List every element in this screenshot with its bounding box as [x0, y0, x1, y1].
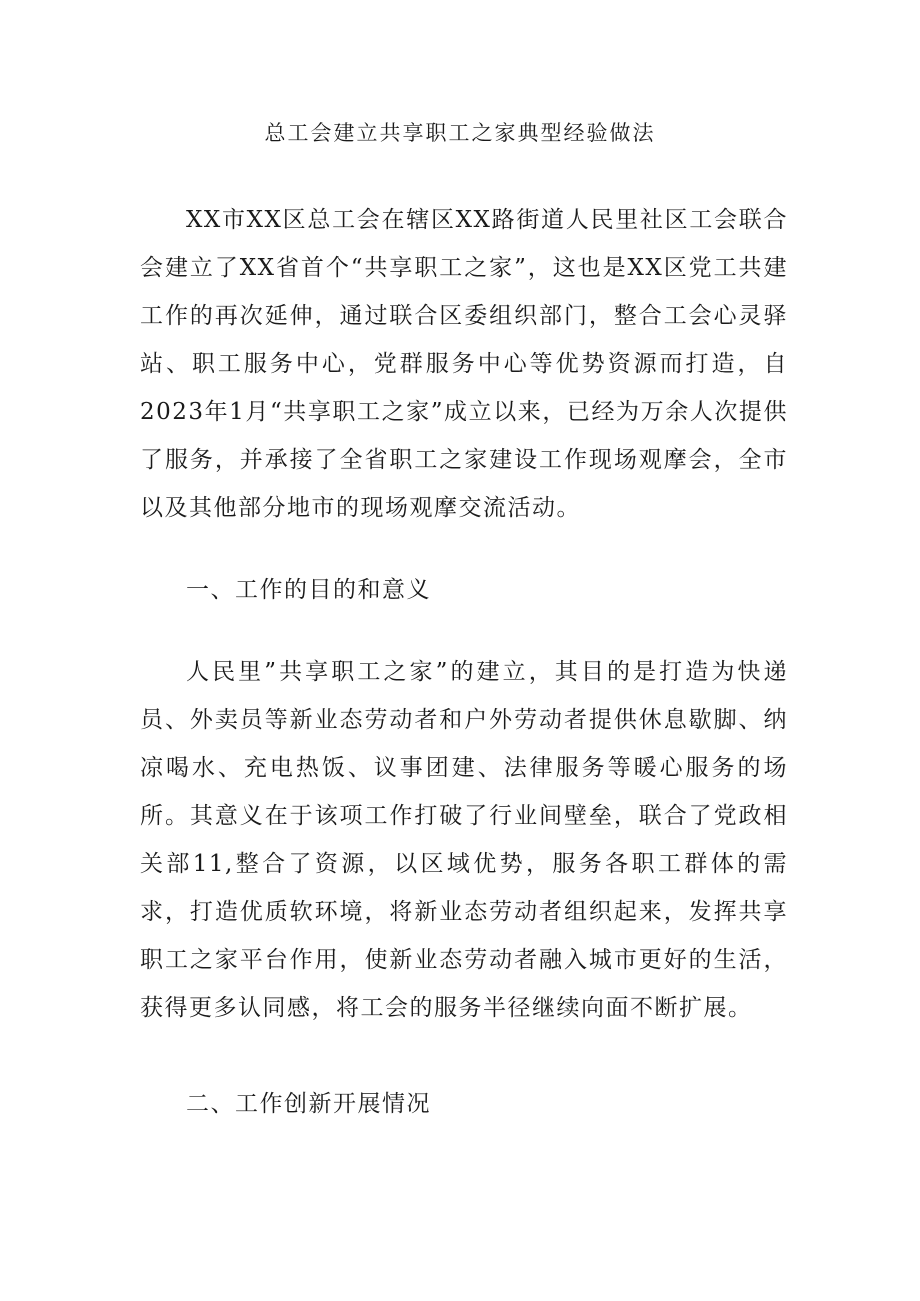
intro-paragraph: XX市XX区总工会在辖区XX路街道人民里社区工会联合会建立了XX省首个“共享职工之家”，这也是XX区党工共建工作的再次延伸，通过联合区委组织部门，整合工会心灵驿站、职工服务中心，党群服务中心等优势资源而打造，自2023年1月“共享职工之家”成立以来，已经为万余人次提供了服务，并承接了全省职工之家建设工作现场观摩会，全市以及其他部分地市的现场观摩交流活动。: [140, 207, 788, 521]
section-heading-purpose: 一、工作的目的和意义: [186, 577, 431, 603]
document-title: 总工会建立共享职工之家典型经验做法: [264, 121, 656, 145]
purpose-paragraph: 人民里”共享职工之家”的建立，其目的是打造为快递员、外卖员等新业态劳动者和户外劳动者提供休息歇脚、纳凉喝水、充电热饭、议事团建、法律服务等暖心服务的场所。其意义在于该项工作打破了行业间壁垒，联合了党政相关部11,整合了资源，以区域优势，服务各职工群体的需求，打造优质软环境，将新业态劳动者组织起来，发挥共享职工之家平台作用，使新业态劳动者融入城市更好的生活，获得更多认同感，将工会的服务半径继续向面不断扩展。: [140, 659, 788, 1021]
section-heading-innovation: 二、工作创新开展情况: [186, 1091, 431, 1117]
